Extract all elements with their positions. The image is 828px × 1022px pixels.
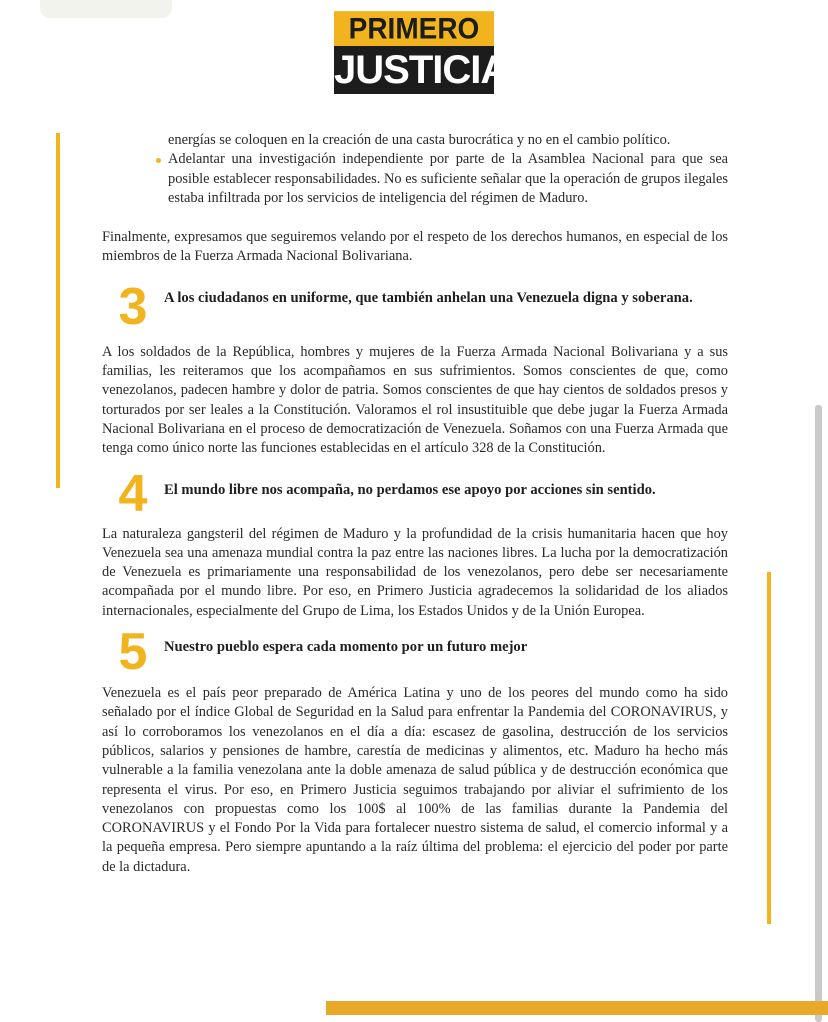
section-body: Venezuela es el país peor preparado de América Latina y uno de los peores del mundo como ha sido señalado por el índice Global de Seguridad en la Salud para enfrentar la Pandemia del CORONAVIRUS, y así lo corroboramos los venezolanos en el día a día: escasez de gasolina, destrucción de los servicios públicos, salarios y pensiones de hambre, carestía de medicinas y alimentos, etc. Maduro ha hecho más vulnerable a la familia venezolana ante la doble amenaza de salud pública y de destrucción económica que representa el virus. Por eso, en Primero Justicia seguimos trabajando por aliviar el sufrimiento de los venezolanos con propuestas como los 100$ al 100% de las familias durante la Pandemia del CORONAVIRUS y el Fondo Por la Vida para fortalecer nuestro sistema de salud, el comercio informal y a la pequeña empresa. Pero siempre apuntando a la raíz última del problema: el ejercicio del poder por parte de la dictadura. [102, 685, 728, 875]
scrollbar[interactable] [815, 405, 822, 1022]
section-title: El mundo libre nos acompaña, no perdamos ese apoyo por acciones sin sentido. [164, 481, 656, 498]
section-5-heading [102, 623, 728, 682]
section-3-heading [102, 277, 728, 336]
logo-bottom-text: JUSTICIA [334, 48, 509, 92]
bullet-continuation: energías se coloquen en la creación de una casta burocrática y no en el cambio político. [168, 132, 671, 148]
section-4-heading [102, 464, 728, 523]
logo-top-text: PRIMERO [334, 11, 494, 47]
section-number: 5 [118, 623, 148, 682]
section-title: Nuestro pueblo espera cada momento por un futuro mejor [164, 639, 528, 656]
document-body [102, 131, 728, 877]
corner-tab [40, 0, 172, 18]
bullet-item [102, 150, 728, 208]
primero-justicia-logo [334, 12, 509, 94]
section-number: 4 [118, 464, 148, 523]
section-body: La naturaleza gangsteril del régimen de Maduro y la profundidad de la crisis humanitaria hacen que hoy Venezuela sea una amenaza mundial contra la paz entre las naciones libres. La lucha por la democratización de Venezuela es primariamente una responsabilidad de los venezolanos, pero debe ser necesariamente acompañada por el mundo libre. Por eso, en Primero Justicia agradecemos la solidaridad de los aliados internacionales, especialmente del Grupo de Lima, los Estados Unidos y de la Unión Europea. [102, 525, 728, 619]
bullet-dot-icon [156, 158, 161, 163]
left-accent-bar [56, 133, 60, 488]
section-title: A los ciudadanos en uniforme, que también anhelan una Venezuela digna y soberana. [164, 289, 693, 306]
bullet-text: Adelantar una investigación independiente por parte de la Asamblea Nacional para que sea posible establecer responsabilidades. No es suficiente señalar que la operación de grupos ilegales estaba infiltrada por los servicios de inteligencia del régimen de Maduro. [168, 151, 728, 206]
section-number: 3 [118, 277, 148, 336]
right-accent-bar [767, 572, 771, 924]
section-body: A los soldados de la República, hombres y mujeres de la Fuerza Armada Nacional Bolivariana y a sus familias, les reiteramos que los acompañamos en sus sufrimientos. Somos conscientes de que, como venezolanos, padecen hambre y dolor de patria. Somos conscientes de que hay cientos de soldados presos y torturados por ser leales a la Constitución. Valoramos el rol insustituible que debe jugar la Fuerza Armada Nacional Bolivariana en el proceso de democratización de Venezuela. Soñamos con una Fuerza Armada que tenga como único norte las funciones establecidas en el artículo 328 de la Constitución. [102, 343, 728, 457]
closing-paragraph: Finalmente, expresamos que seguiremos velando por el respeto de los derechos humanos, en especial de los miembros de la Fuerza Armada Nacional Bolivariana. [102, 229, 728, 265]
bottom-accent-bar [326, 1001, 828, 1015]
